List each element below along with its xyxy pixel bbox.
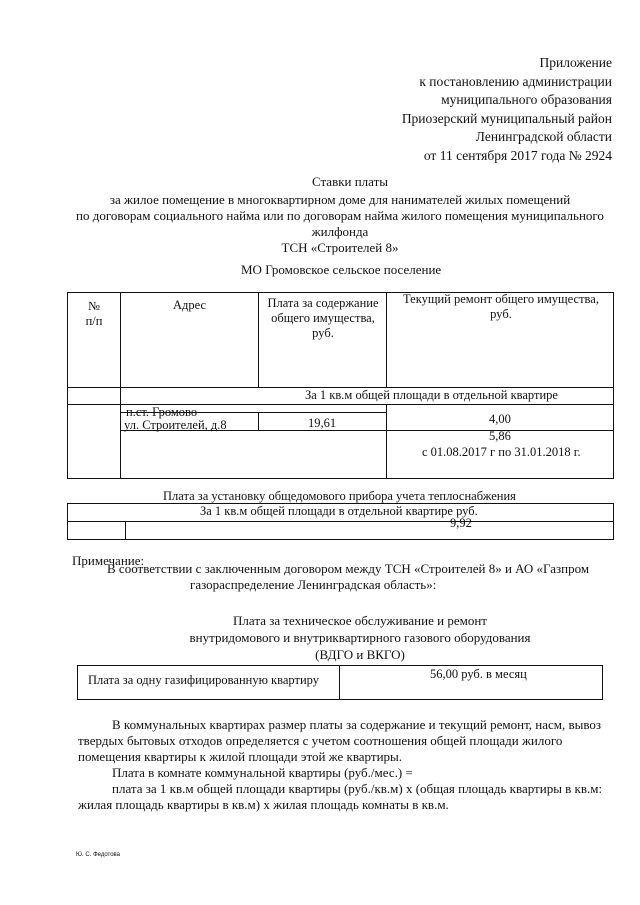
title-line: по договорам социального найма или по договорам найма жилого помещения муниципального bbox=[76, 208, 604, 223]
gas-title: Плата за техническое обслуживание и ремонт внутридомового и внутриквартирного газового оборудования (ВДГО и ВКГО) bbox=[189, 613, 531, 662]
meter-title: Плата за установку общедомового прибора учета теплоснабжения bbox=[163, 489, 516, 503]
col-header-num: № п/п bbox=[85, 299, 103, 328]
municipality: МО Громовское сельское поселение bbox=[241, 262, 442, 277]
header-line: от 11 сентября 2017 года № 2924 bbox=[423, 147, 612, 163]
col-header-repair: Текущий ремонт общего имущества, руб. bbox=[403, 292, 599, 321]
title-line: ТСН «Строителей 8» bbox=[281, 240, 399, 255]
repair-value-1: 4,00 bbox=[489, 412, 511, 426]
gas-row-label: Плата за одну газифицированную квартиру bbox=[88, 673, 319, 687]
header-line: Приозерский муниципальный район bbox=[401, 110, 612, 126]
title-line: жилфонда bbox=[311, 224, 369, 239]
repair-value-2: 5,86 bbox=[489, 429, 511, 443]
settlement-cell: п.ст. Громово bbox=[126, 405, 198, 419]
maintenance-value: 19,61 bbox=[308, 416, 337, 430]
header-line: Приложение bbox=[539, 55, 612, 70]
repair-period: с 01.08.2017 г по 31.01.2018 г. bbox=[422, 445, 581, 459]
title-block bbox=[40, 174, 640, 256]
table-subheader: За 1 кв.м общей площади в отдельной квартире bbox=[305, 388, 558, 402]
gas-row-value: 56,00 руб. в месяц bbox=[430, 667, 527, 681]
note-line: В соответствии с заключенным договором между ТСН «Строителей 8» и АО «Газпром bbox=[107, 561, 590, 576]
signature-note: Ю. С. Федотова bbox=[76, 852, 121, 858]
communal-block: В коммунальных квартирах размер платы за содержание и текущий ремонт, насм, вывоз твердых бытовых отходов определяется с учетом соотношения общей площади жилого помещения квартиры к жилой площади этой же квартиры. Плата в комнате коммунальной квартиры (руб./мес.) = плата за 1 кв.м общей площади квартиры (руб./кв.м) х (общая площадь квартиры в кв.м: жилая площадь квартиры в кв.м) х жилая площадь комнаты в кв.м. bbox=[78, 717, 603, 812]
col-header-address: Адрес bbox=[172, 298, 207, 312]
title-line: Ставки платы bbox=[311, 174, 389, 189]
title-line: за жилое помещение в многоквартирном доме для нанимателей жилых помещений bbox=[109, 192, 571, 207]
header-line: Ленинградской области bbox=[475, 129, 612, 144]
meter-subheader: За 1 кв.м общей площади в отдельной квартире руб. bbox=[200, 504, 478, 518]
header-line: к постановлению администрации bbox=[419, 73, 612, 89]
header-line: муниципального образования bbox=[441, 92, 612, 107]
note-label: Примечание: bbox=[72, 553, 145, 568]
col-header-maintenance: Плата за содержание общего имущества, руб. bbox=[267, 296, 379, 340]
street-cell: ул. Строителей, д.8 bbox=[124, 418, 227, 432]
header-block bbox=[252, 54, 612, 165]
meter-value: 9,92 bbox=[450, 516, 472, 530]
note-line: газораспределение Ленинградская область»: bbox=[190, 577, 437, 592]
